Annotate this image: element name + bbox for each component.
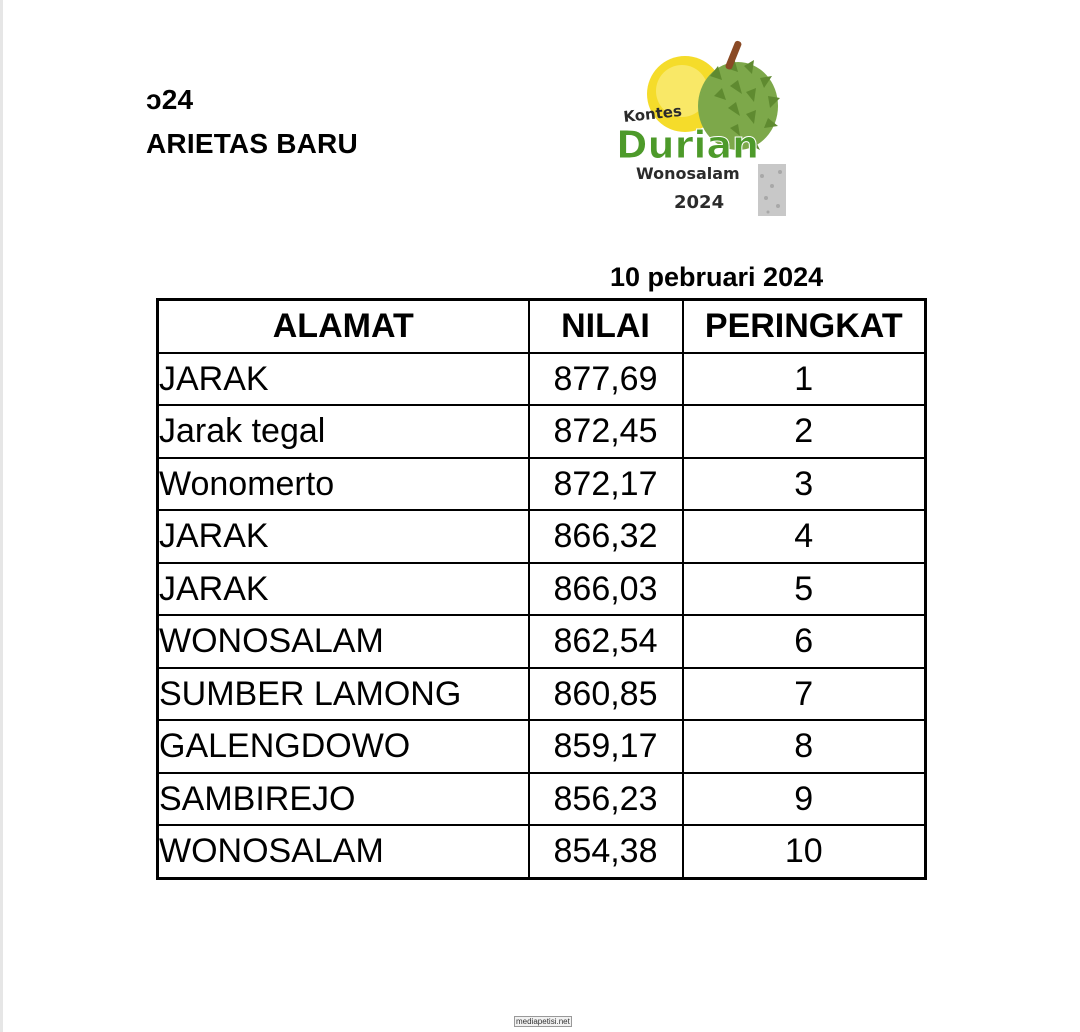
cell-alamat: WONOSALAM	[158, 615, 529, 668]
header-category: ARIETAS BARU	[146, 128, 358, 159]
cell-nilai: 866,32	[529, 510, 683, 563]
cell-nilai: 866,03	[529, 563, 683, 616]
page-edge	[0, 0, 3, 1032]
table-row	[158, 615, 926, 668]
table-row	[158, 563, 926, 616]
cell-peringkat: 8	[683, 720, 926, 773]
source-watermark: mediapetisi.net	[516, 1017, 570, 1026]
kontes-durian-logo	[610, 36, 790, 218]
table-row	[158, 720, 926, 773]
column-header-nilai: NILAI	[529, 300, 683, 353]
cell-alamat: JARAK	[158, 510, 529, 563]
cell-alamat: GALENGDOWO	[158, 720, 529, 773]
cell-peringkat: 7	[683, 668, 926, 721]
cell-peringkat: 1	[683, 353, 926, 406]
cell-alamat: JARAK	[158, 353, 529, 406]
table-row	[158, 668, 926, 721]
logo-year: 2024	[674, 192, 725, 213]
table-row	[158, 510, 926, 563]
cell-peringkat: 4	[683, 510, 926, 563]
cell-peringkat: 5	[683, 563, 926, 616]
cell-peringkat: 3	[683, 458, 926, 511]
cell-nilai: 862,54	[529, 615, 683, 668]
cell-alamat: JARAK	[158, 563, 529, 616]
cell-peringkat: 10	[683, 825, 926, 878]
cell-nilai: 854,38	[529, 825, 683, 878]
cell-peringkat: 9	[683, 773, 926, 826]
table-row	[158, 825, 926, 878]
contest-date: 10 pebruari 2024	[610, 262, 824, 292]
column-header-peringkat: PERINGKAT	[683, 300, 926, 353]
cell-nilai: 859,17	[529, 720, 683, 773]
table-row	[158, 458, 926, 511]
logo-wonosalam: Wonosalam	[636, 164, 740, 183]
cell-peringkat: 6	[683, 615, 926, 668]
cell-alamat: WONOSALAM	[158, 825, 529, 878]
logo-durian: Durian	[616, 123, 760, 167]
header-year: ɔ24	[146, 84, 194, 115]
cell-alamat: SUMBER LAMONG	[158, 668, 529, 721]
ranking-table	[156, 298, 927, 880]
table-row	[158, 405, 926, 458]
cell-nilai: 872,45	[529, 405, 683, 458]
table-row	[158, 773, 926, 826]
table-row	[158, 353, 926, 406]
table-header-row	[158, 300, 926, 353]
cell-nilai: 860,85	[529, 668, 683, 721]
cell-alamat: Wonomerto	[158, 458, 529, 511]
cell-alamat: SAMBIREJO	[158, 773, 529, 826]
cell-nilai: 877,69	[529, 353, 683, 406]
cell-nilai: 856,23	[529, 773, 683, 826]
cell-nilai: 872,17	[529, 458, 683, 511]
cell-peringkat: 2	[683, 405, 926, 458]
cell-alamat: Jarak tegal	[158, 405, 529, 458]
logo-kontes: Kontes	[622, 101, 683, 126]
column-header-alamat: ALAMAT	[158, 300, 529, 353]
